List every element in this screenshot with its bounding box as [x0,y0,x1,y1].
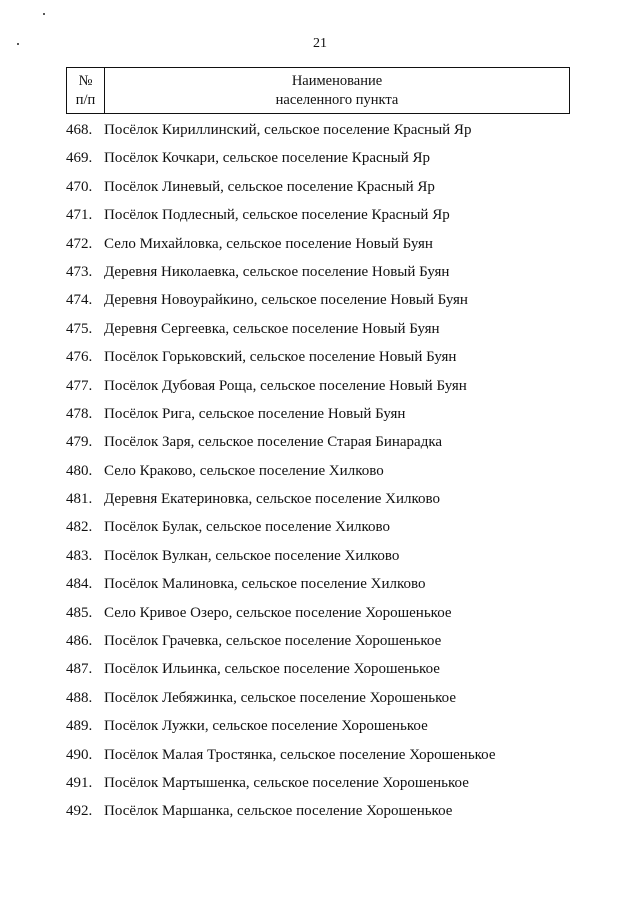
item-number: 468. [66,122,93,138]
header-name-column [105,68,569,113]
item-number: 471. [66,207,93,224]
item-number: 482. [66,519,93,536]
item-settlement-name: Посёлок Лебяжинка, сельское поселение Хорошенькое [104,689,457,706]
item-number: 484. [66,576,93,593]
item-settlement-name: Деревня Николаевка, сельское поселение Новый Буян [104,263,450,280]
item-settlement-name: Посёлок Малая Тростянка, сельское поселение Хорошенькое [104,746,496,763]
item-settlement-name: Посёлок Булак, сельское поселение Хилково [104,519,391,536]
item-number: 483. [66,547,93,564]
item-settlement-name: Посёлок Ильинка, сельское поселение Хорошенькое [104,661,440,678]
list-item [0,769,640,797]
item-number: 470. [66,178,93,195]
scan-speck [43,13,45,15]
list-item [0,144,640,172]
list-item [0,485,640,513]
list-item [0,428,640,456]
item-settlement-name: Село Краково, сельское поселение Хилково [104,462,384,479]
list-item [0,343,640,371]
item-number: 490. [66,746,93,763]
item-settlement-name: Посёлок Малиновка, сельское поселение Хилково [104,576,426,593]
item-settlement-name: Посёлок Подлесный, сельское поселение Красный Яр [104,207,450,224]
item-number: 485. [66,604,93,621]
list-item [0,627,640,655]
header-name-line1: Наименование [291,72,383,89]
item-number: 492. [66,803,93,820]
list-item [0,258,640,286]
list-item [0,570,640,598]
list-item [0,286,640,314]
item-number: 486. [66,633,93,650]
item-number: 472. [66,235,93,252]
item-number: 469. [66,150,93,167]
table-header [66,67,570,114]
list-item [0,315,640,343]
item-number: 480. [66,462,93,479]
item-settlement-name: Село Михайловка, сельское поселение Новый Буян [104,235,433,252]
item-number: 481. [66,491,93,508]
item-settlement-name: Посёлок Маршанка, сельское поселение Хорошенькое [104,803,453,820]
list-item [0,599,640,627]
list-item [0,655,640,683]
item-settlement-name: Посёлок Кочкари, сельское поселение Красный Яр [104,150,431,167]
item-settlement-name: Деревня Новоурайкино, сельское поселение Новый Буян [104,292,468,309]
list-item [0,542,640,570]
item-number: 491. [66,774,93,791]
item-settlement-name: Деревня Екатериновка, сельское поселение Хилково [104,491,441,508]
settlement-list [0,116,640,826]
list-item [0,712,640,740]
item-number: 473. [66,263,93,280]
list-item [0,372,640,400]
item-number: 474. [66,292,93,309]
list-item [0,684,640,712]
header-number-column [67,68,105,113]
list-item [0,173,640,201]
item-number: 488. [66,689,93,706]
item-number: 476. [66,349,93,366]
item-settlement-name: Посёлок Кириллинский, сельское поселение Красный Яр [104,122,472,138]
list-item [0,116,640,144]
item-settlement-name: Посёлок Вулкан, сельское поселение Хилково [104,547,400,564]
item-number: 479. [66,434,93,451]
page-number: 21 [313,36,327,51]
item-settlement-name: Посёлок Мартышенка, сельское поселение Хорошенькое [104,774,469,791]
list-item [0,457,640,485]
list-item [0,741,640,769]
item-settlement-name: Посёлок Заря, сельское поселение Старая Бинарадка [104,434,443,451]
item-settlement-name: Посёлок Дубовая Роща, сельское поселение Новый Буян [104,377,467,394]
item-number: 487. [66,661,93,678]
item-settlement-name: Посёлок Рига, сельское поселение Новый Буян [104,405,406,422]
header-number-symbol: № [78,72,93,89]
header-name-line2: населенного пункта [275,91,399,108]
list-item [0,201,640,229]
item-settlement-name: Село Кривое Озеро, сельское поселение Хорошенькое [104,604,452,621]
item-number: 477. [66,377,93,394]
item-number: 489. [66,718,93,735]
list-item [0,513,640,541]
item-settlement-name: Посёлок Грачевка, сельское поселение Хорошенькое [104,633,442,650]
list-item [0,797,640,825]
list-item [0,230,640,258]
item-number: 478. [66,405,93,422]
item-settlement-name: Посёлок Горьковский, сельское поселение Новый Буян [104,349,457,366]
header-number-abbrev: п/п [75,91,96,108]
item-settlement-name: Посёлок Лужки, сельское поселение Хорошенькое [104,718,428,735]
item-number: 475. [66,320,93,337]
list-item [0,400,640,428]
item-settlement-name: Деревня Сергеевка, сельское поселение Новый Буян [104,320,440,337]
item-settlement-name: Посёлок Линевый, сельское поселение Красный Яр [104,178,435,195]
